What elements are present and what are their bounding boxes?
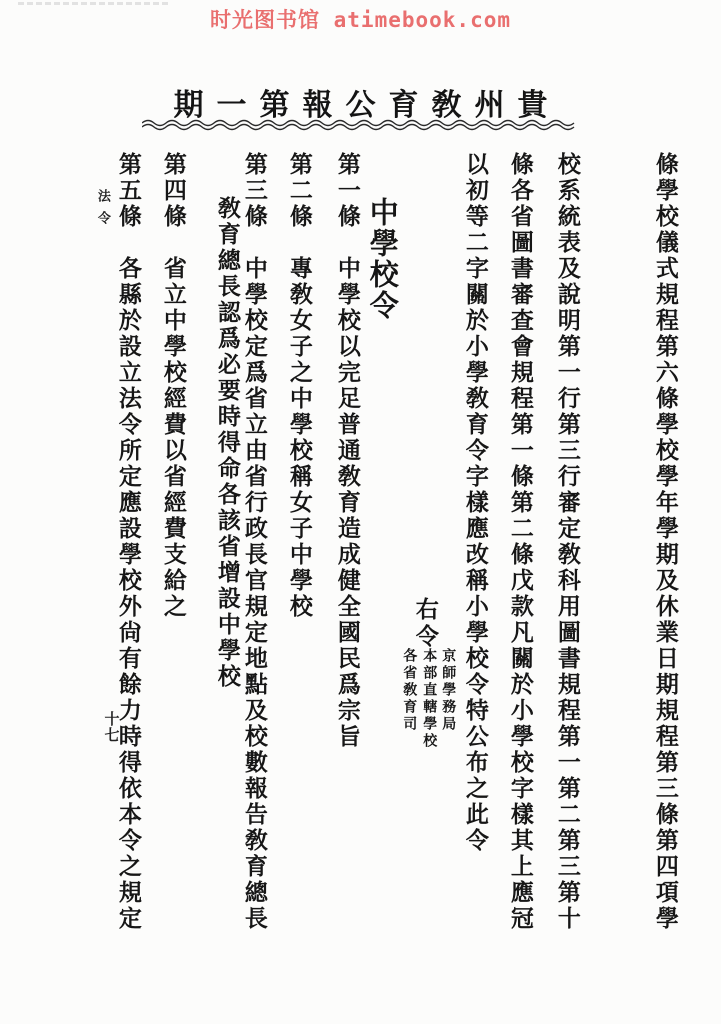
intro-column-1: 條學校儀式規程第六條學校學年學期及休業日期規程第三條第四項學 <box>652 152 678 932</box>
directive-recipient-1: 京師學務局 <box>440 648 456 733</box>
page-number: 十七 <box>102 711 119 743</box>
directive-recipient-2: 本部直轄學校 <box>421 648 437 750</box>
article-4: 第四條 省立中學校經費以省經費支給之 <box>160 152 186 620</box>
law-title: 中學校令 <box>365 197 398 321</box>
scan-artifact <box>18 2 168 5</box>
article-5: 第五條 各縣於設立法令所定應設學校外尙有餘力時得依本令之規定 <box>115 152 141 932</box>
watermark-text: 时光图书馆 atimebook.com <box>209 8 512 32</box>
intro-column-3: 條各省圖書審查會規程第一條第二條戊款凡關於小學校字樣其上應冠 <box>507 152 533 932</box>
directive-label: 右令 <box>412 597 438 651</box>
article-3-continuation: 敎育總長認爲必要時得命各該省增設中學校 <box>214 196 240 690</box>
article-1: 第一條 中學校以完足普通敎育造成健全國民爲宗旨 <box>334 152 360 750</box>
gazette-title: 期一第報公育敎州貴 <box>173 89 561 122</box>
article-3: 第三條 中學校定爲省立由省行政長官規定地點及校數報告敎育總長 <box>241 152 267 932</box>
wavy-divider <box>142 119 579 131</box>
directive-recipient-3: 各省敎育司 <box>401 648 417 733</box>
intro-column-4: 以初等二字關於小學敎育令字樣應改稱小學校令特公布之此令 <box>462 152 488 854</box>
intro-column-2: 校系統表及說明第一行第三行審定敎科用圖書規程第一第二第三第十 <box>554 152 580 932</box>
margin-category-label: 法令 <box>95 189 111 233</box>
article-2: 第二條 專敎女子之中學校稱女子中學校 <box>286 152 312 620</box>
